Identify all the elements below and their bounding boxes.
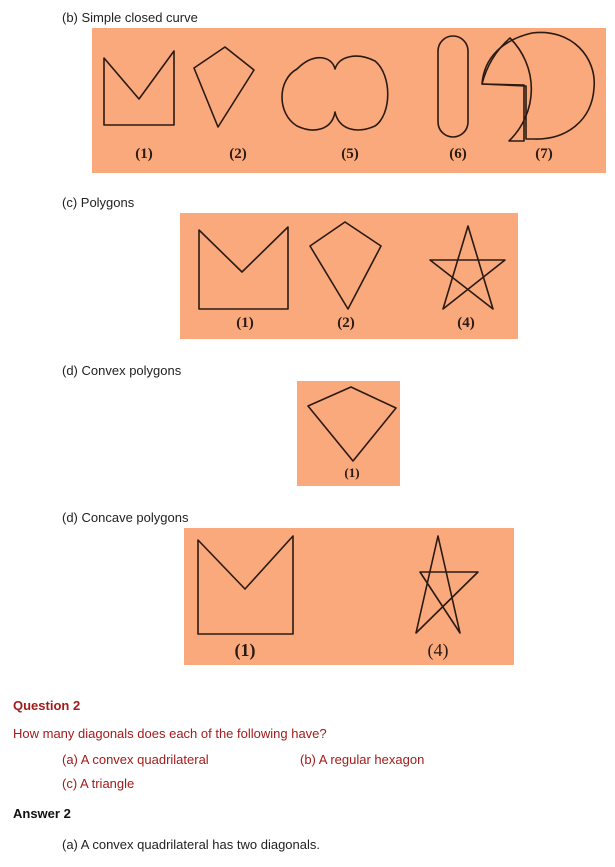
kite-shape <box>308 387 396 461</box>
double-circle-curve <box>282 56 388 130</box>
caption-1: (1) <box>344 465 360 480</box>
m-shape-polygon <box>199 227 288 309</box>
caption-4: (4) <box>427 640 449 660</box>
figure-polygons <box>180 213 518 339</box>
star-pentagram <box>416 536 478 633</box>
m-shape-polygon <box>198 536 293 634</box>
question-option-c: (c) A triangle <box>62 776 135 791</box>
section-label-polygons: (c) Polygons <box>62 195 135 210</box>
capsule-shape <box>438 36 468 137</box>
caption-5: (5) <box>341 146 359 162</box>
figure-concave-polygons <box>184 528 514 665</box>
kite-shape <box>194 47 254 127</box>
star-pentagram <box>430 226 505 309</box>
caption-1: (1) <box>236 315 254 331</box>
section-label-convex-polygons: (d) Convex polygons <box>62 363 182 378</box>
kite-shape <box>310 222 381 309</box>
caption-2: (2) <box>337 315 355 331</box>
figure-convex-polygons <box>297 381 400 486</box>
figure-simple-closed-curves <box>92 28 606 173</box>
answer-title: Answer 2 <box>13 806 71 821</box>
question-option-a: (a) A convex quadrilateral <box>62 752 209 767</box>
question-option-b: (b) A regular hexagon <box>300 752 425 767</box>
question-prompt: How many diagonals does each of the following have? <box>13 726 327 741</box>
section-label-simple-closed-curve: (b) Simple closed curve <box>62 10 198 25</box>
caption-7: (7) <box>535 146 553 162</box>
caption-1: (1) <box>234 640 256 660</box>
section-label-concave-polygons: (d) Concave polygons <box>62 510 189 525</box>
sector-shape <box>482 38 531 141</box>
caption-4: (4) <box>457 315 475 331</box>
answer-line-a: (a) A convex quadrilateral has two diagonals. <box>62 837 320 852</box>
caption-2: (2) <box>229 146 247 162</box>
caption-6: (6) <box>449 146 467 162</box>
question-title: Question 2 <box>13 698 81 713</box>
caption-1: (1) <box>135 146 153 162</box>
concave-polygons-drawing <box>184 528 514 665</box>
m-shape-polygon <box>104 51 174 125</box>
